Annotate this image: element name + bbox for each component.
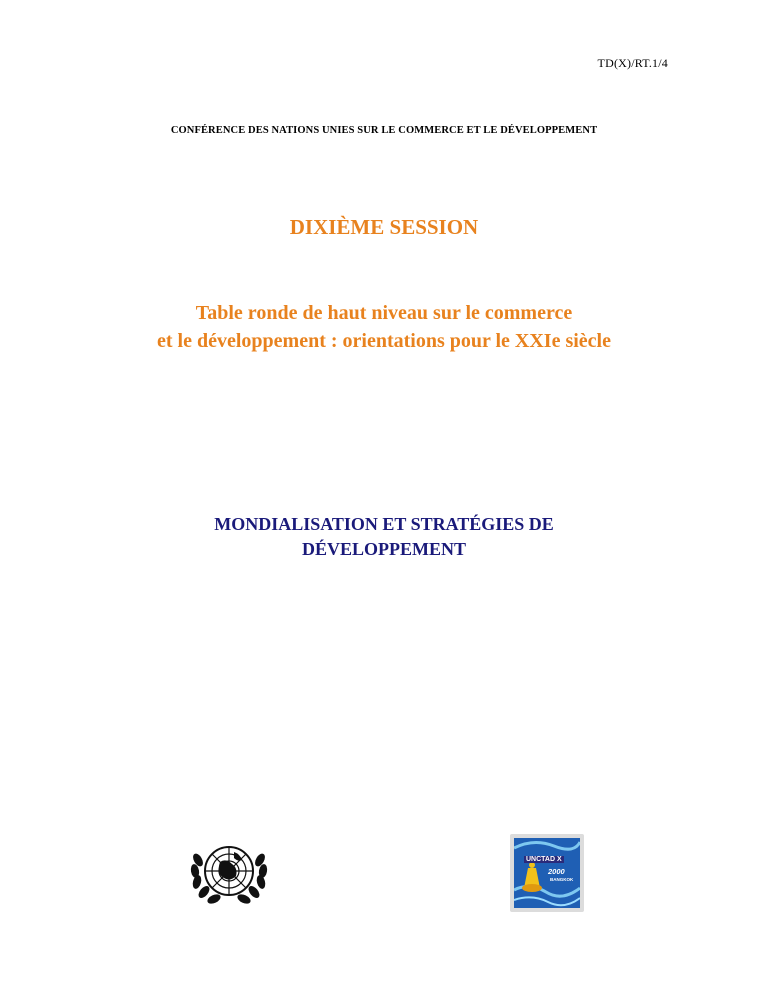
roundtable-title [0,299,768,355]
roundtable-title-line-2: et le développement : orientations pour le XXIe siècle [157,330,611,352]
roundtable-title-line-1: Table ronde de haut niveau sur le commerce [195,302,573,324]
topic-line-1: MONDIALISATION ET STRATÉGIES DE [214,514,554,534]
unctad-x-logo [510,834,584,912]
conference-name: CONFÉRENCE DES NATIONS UNIES SUR LE COMMERCE ET LE DÉVELOPPEMENT [170,125,598,136]
un-emblem-icon [186,838,272,906]
unctad-logo-line-3: BANGKOK [550,877,574,882]
unctad-logo-line-2: 2000 [548,867,565,876]
topic-line-2: DÉVELOPPEMENT [301,539,466,559]
session-title: DIXIÈME SESSION [289,215,479,239]
document-topic [0,512,768,562]
document-symbol: TD(X)/RT.1/4 [597,56,668,70]
unctad-logo-line-1: UNCTAD X [526,856,562,863]
